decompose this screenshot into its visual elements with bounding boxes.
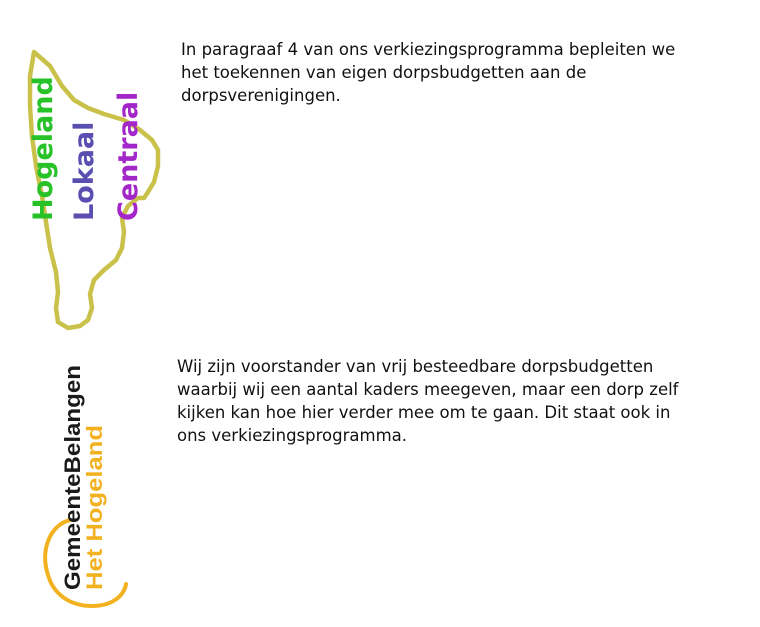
logo-word-hogeland: Hogeland (28, 76, 59, 221)
logo-word-centraal: Centraal (113, 91, 144, 221)
hogeland-lokaal-centraal-logo-graphic (22, 36, 172, 336)
gemeentebelangen-logo-graphic (30, 360, 140, 620)
hogeland-lokaal-centraal-logo (22, 36, 172, 336)
budget-paragraph: Wij zijn voorstander van vrij besteedbare dorpsbudgetten waarbij wij een aantal kaders meegeven, maar een dorp zelf kijken kan hoe hier verder mee om te gaan. Dit staat ook in ons verkiezingsprogramma. (177, 357, 679, 445)
logo-word-gemeentebelangen: GemeenteBelangen (60, 384, 85, 590)
gemeentebelangen-logo (30, 360, 140, 620)
logo-word-lokaal: Lokaal (69, 121, 100, 221)
intro-paragraph: In paragraaf 4 van ons verkiezingsprogramma bepleiten we het toekennen van eigen dorpsbudgetten aan de dorpsverenigingen. (181, 40, 676, 105)
logo-word-het-hogeland: Het Hogeland (82, 448, 107, 590)
